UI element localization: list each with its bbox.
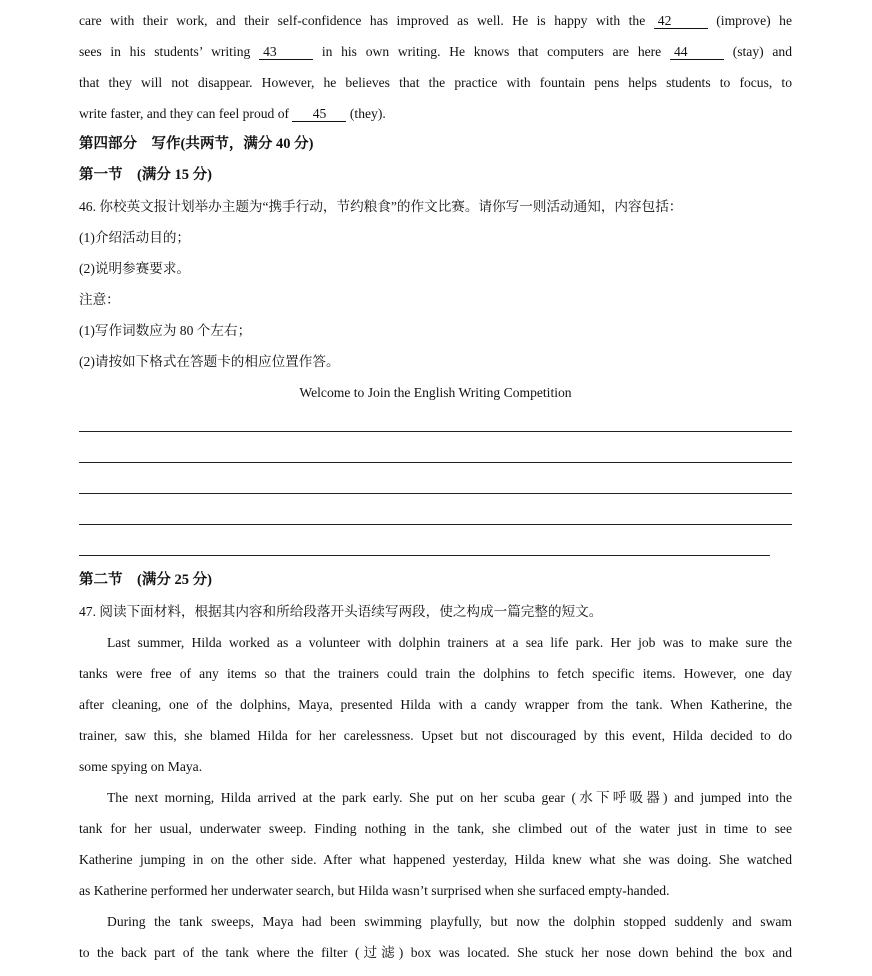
passage-line bbox=[79, 36, 792, 67]
section2-title: 第二节 (满分 25 分) bbox=[79, 572, 212, 588]
passage-line: that they will not disappear. However, he believes that the practice with fountain pens helps students to focus, to bbox=[79, 75, 792, 90]
story-line: as Katherine performed her underwater search, but Hilda wasn’t surprised when she surfaced empty-handed. bbox=[79, 883, 670, 898]
text: care with their work, and their self-confidence has improved as well. He is happy with the bbox=[79, 13, 646, 28]
passage-line bbox=[79, 5, 792, 36]
part4-title: 第四部分 写作(共两节，满分 40 分) bbox=[79, 136, 314, 152]
question-47: 47. 阅读下面材料，根据其内容和所给段落开头语续写两段，使之构成一篇完整的短文。 bbox=[79, 604, 603, 619]
story-line: The next morning, Hilda arrived at the park early. She put on her scuba gear (水下呼吸器) and jumped into the bbox=[107, 790, 792, 805]
answer-line bbox=[79, 532, 792, 563]
story-line: trainer, saw this, she blamed Hilda for her carelessness. Upset but not discouraged by this event, Hilda decided to do bbox=[79, 728, 792, 743]
story-line: During the tank sweeps, Maya had been swimming playfully, but now the dolphin stopped suddenly and swam bbox=[107, 914, 792, 929]
story-line: Last summer, Hilda worked as a volunteer with dolphin trainers at a sea life park. Her job was to make sure the bbox=[107, 635, 792, 650]
story-line: to the back part of the tank where the filter (过滤) box was located. She stuck her nose down behind the box and bbox=[79, 945, 792, 960]
note-item: (2)请按如下格式在答题卡的相应位置作答。 bbox=[79, 354, 340, 369]
story-line: tanks were free of any items so that the trainers could train the dolphins to fetch specific items. However, one day bbox=[79, 666, 792, 681]
answer-line bbox=[79, 439, 792, 470]
text: (stay) and bbox=[732, 44, 792, 59]
text: write faster, and they can feel proud of bbox=[79, 106, 290, 121]
question-46: 46. 你校英文报计划举办主题为“携手行动，节约粮食”的作文比赛。请你写一则活动通知，内容包括： bbox=[79, 199, 683, 214]
content-item: (1)介绍活动目的； bbox=[79, 230, 191, 245]
answer-line bbox=[79, 501, 792, 532]
blank-44: 44 bbox=[670, 45, 724, 60]
section1-title: 第一节 (满分 15 分) bbox=[79, 167, 212, 183]
answer-line bbox=[79, 408, 792, 439]
story-line: tank for her usual, underwater sweep. Finding nothing in the tank, she climbed out of the water just in time to see bbox=[79, 821, 792, 836]
story-line: Katherine jumping in on the other side. After what happened yesterday, Hilda knew what she was doing. She watched bbox=[79, 852, 792, 867]
text: in his own writing. He knows that computers are here bbox=[321, 44, 662, 59]
passage-line bbox=[79, 98, 792, 129]
note-item: (1)写作词数应为 80 个左右； bbox=[79, 323, 252, 338]
text: sees in his students’ writing bbox=[79, 44, 251, 59]
story-text bbox=[79, 627, 792, 968]
exam-page bbox=[79, 5, 792, 968]
answer-title: Welcome to Join the English Writing Competition bbox=[299, 385, 572, 400]
text: (they). bbox=[349, 106, 386, 121]
blank-45: 45 bbox=[292, 107, 346, 122]
blank-43: 43 bbox=[259, 45, 313, 60]
note-label: 注意： bbox=[79, 292, 120, 307]
story-line: some spying on Maya. bbox=[79, 759, 203, 774]
blank-42: 42 bbox=[654, 14, 708, 29]
text: (improve) he bbox=[716, 13, 792, 28]
answer-line bbox=[79, 470, 792, 501]
content-item: (2)说明参赛要求。 bbox=[79, 261, 191, 276]
story-line: after cleaning, one of the dolphins, Maya, presented Hilda with a candy wrapper from the tank. When Katherine, the bbox=[79, 697, 792, 712]
